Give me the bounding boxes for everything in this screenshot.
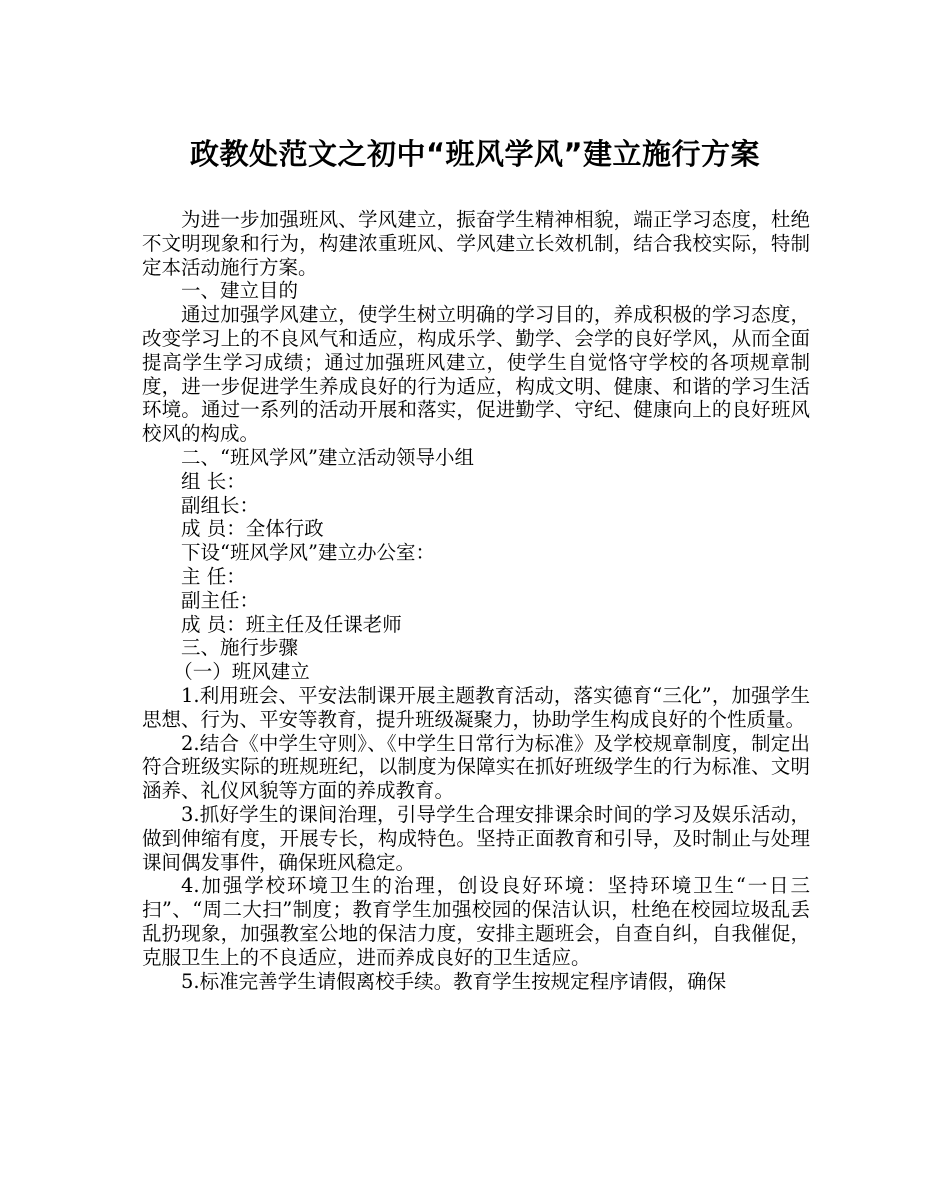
section-heading-leadership: 二、“班风学风”建立活动领导小组 bbox=[181, 445, 474, 469]
step-3-paragraph: 3.抓好学生的课间治理，引导学生合理安排课余时间的学习及娱乐活动，做到伸缩有度，开展专长，构成特色。坚持正面教育和引导，及时制止与处理课间偶发事件，确保班风稳定。 bbox=[142, 802, 810, 874]
step-4-paragraph: 4.加强学校环境卫生的治理，创设良好环境：坚持环境卫生“一日三扫”、“周二大扫”制度；教育学生加强校园的保洁认识，杜绝在校园垃圾乱丢乱扔现象，加强教室公地的保洁力度，安排主题班会，自查自纠，自我催促，克服卫生上的不良适应，进而养成良好的卫生适应。 bbox=[142, 874, 810, 969]
office-members-line: 成 员：班主任及任课老师 bbox=[181, 612, 402, 636]
document-title: 政教处范文之初中“班风学风”建立施行方案 bbox=[189, 137, 761, 171]
leader-line: 组 长： bbox=[181, 469, 246, 493]
members-line: 成 员：全体行政 bbox=[181, 517, 324, 541]
step-2-paragraph: 2.结合《中学生守则》、《中学生日常行为标准》及学校规章制度，制定出符合班级实际的班规班纪，以制度为保障实在抓好班级学生的行为标准、文明涵养、礼仪风貌等方面的养成教育。 bbox=[142, 731, 810, 803]
purpose-paragraph: 通过加强学风建立，使学生树立明确的学习目的，养成积极的学习态度，改变学习上的不良风气和适应，构成乐学、勤学、会学的良好学风，从而全面提高学生学习成绩；通过加强班风建立，使学生自觉恪守学校的各项规章制度，进一步促进学生养成良好的行为适应，构成文明、健康、和谐的学习生活环境。通过一系列的活动开展和落实，促进勤学、守纪、健康向上的良好班风校风的构成。 bbox=[142, 303, 810, 446]
section-heading-steps: 三、施行步骤 bbox=[181, 636, 299, 660]
step-5-paragraph: 5.标准完善学生请假离校手续。教育学生按规定程序请假，确保 bbox=[181, 969, 727, 993]
office-line: 下设“班风学风”建立办公室： bbox=[181, 541, 435, 565]
step-1-paragraph: 1.利用班会、平安法制课开展主题教育活动，落实德育“三化”，加强学生思想、行为、平安等教育，提升班级凝聚力，协助学生构成良好的个性质量。 bbox=[142, 683, 810, 731]
document-body bbox=[142, 208, 810, 993]
intro-paragraph: 为进一步加强班风、学风建立，振奋学生精神相貌，端正学习态度，杜绝不文明现象和行为，构建浓重班风、学风建立长效机制，结合我校实际，特制定本活动施行方案。 bbox=[142, 208, 810, 279]
subsection-heading-class-style: （一）班风建立 bbox=[173, 660, 310, 684]
section-heading-purpose: 一、建立目的 bbox=[181, 279, 299, 303]
deputy-director-line: 副主任： bbox=[181, 588, 260, 612]
director-line: 主 任： bbox=[181, 564, 246, 588]
deputy-leader-line: 副组长： bbox=[181, 493, 260, 517]
